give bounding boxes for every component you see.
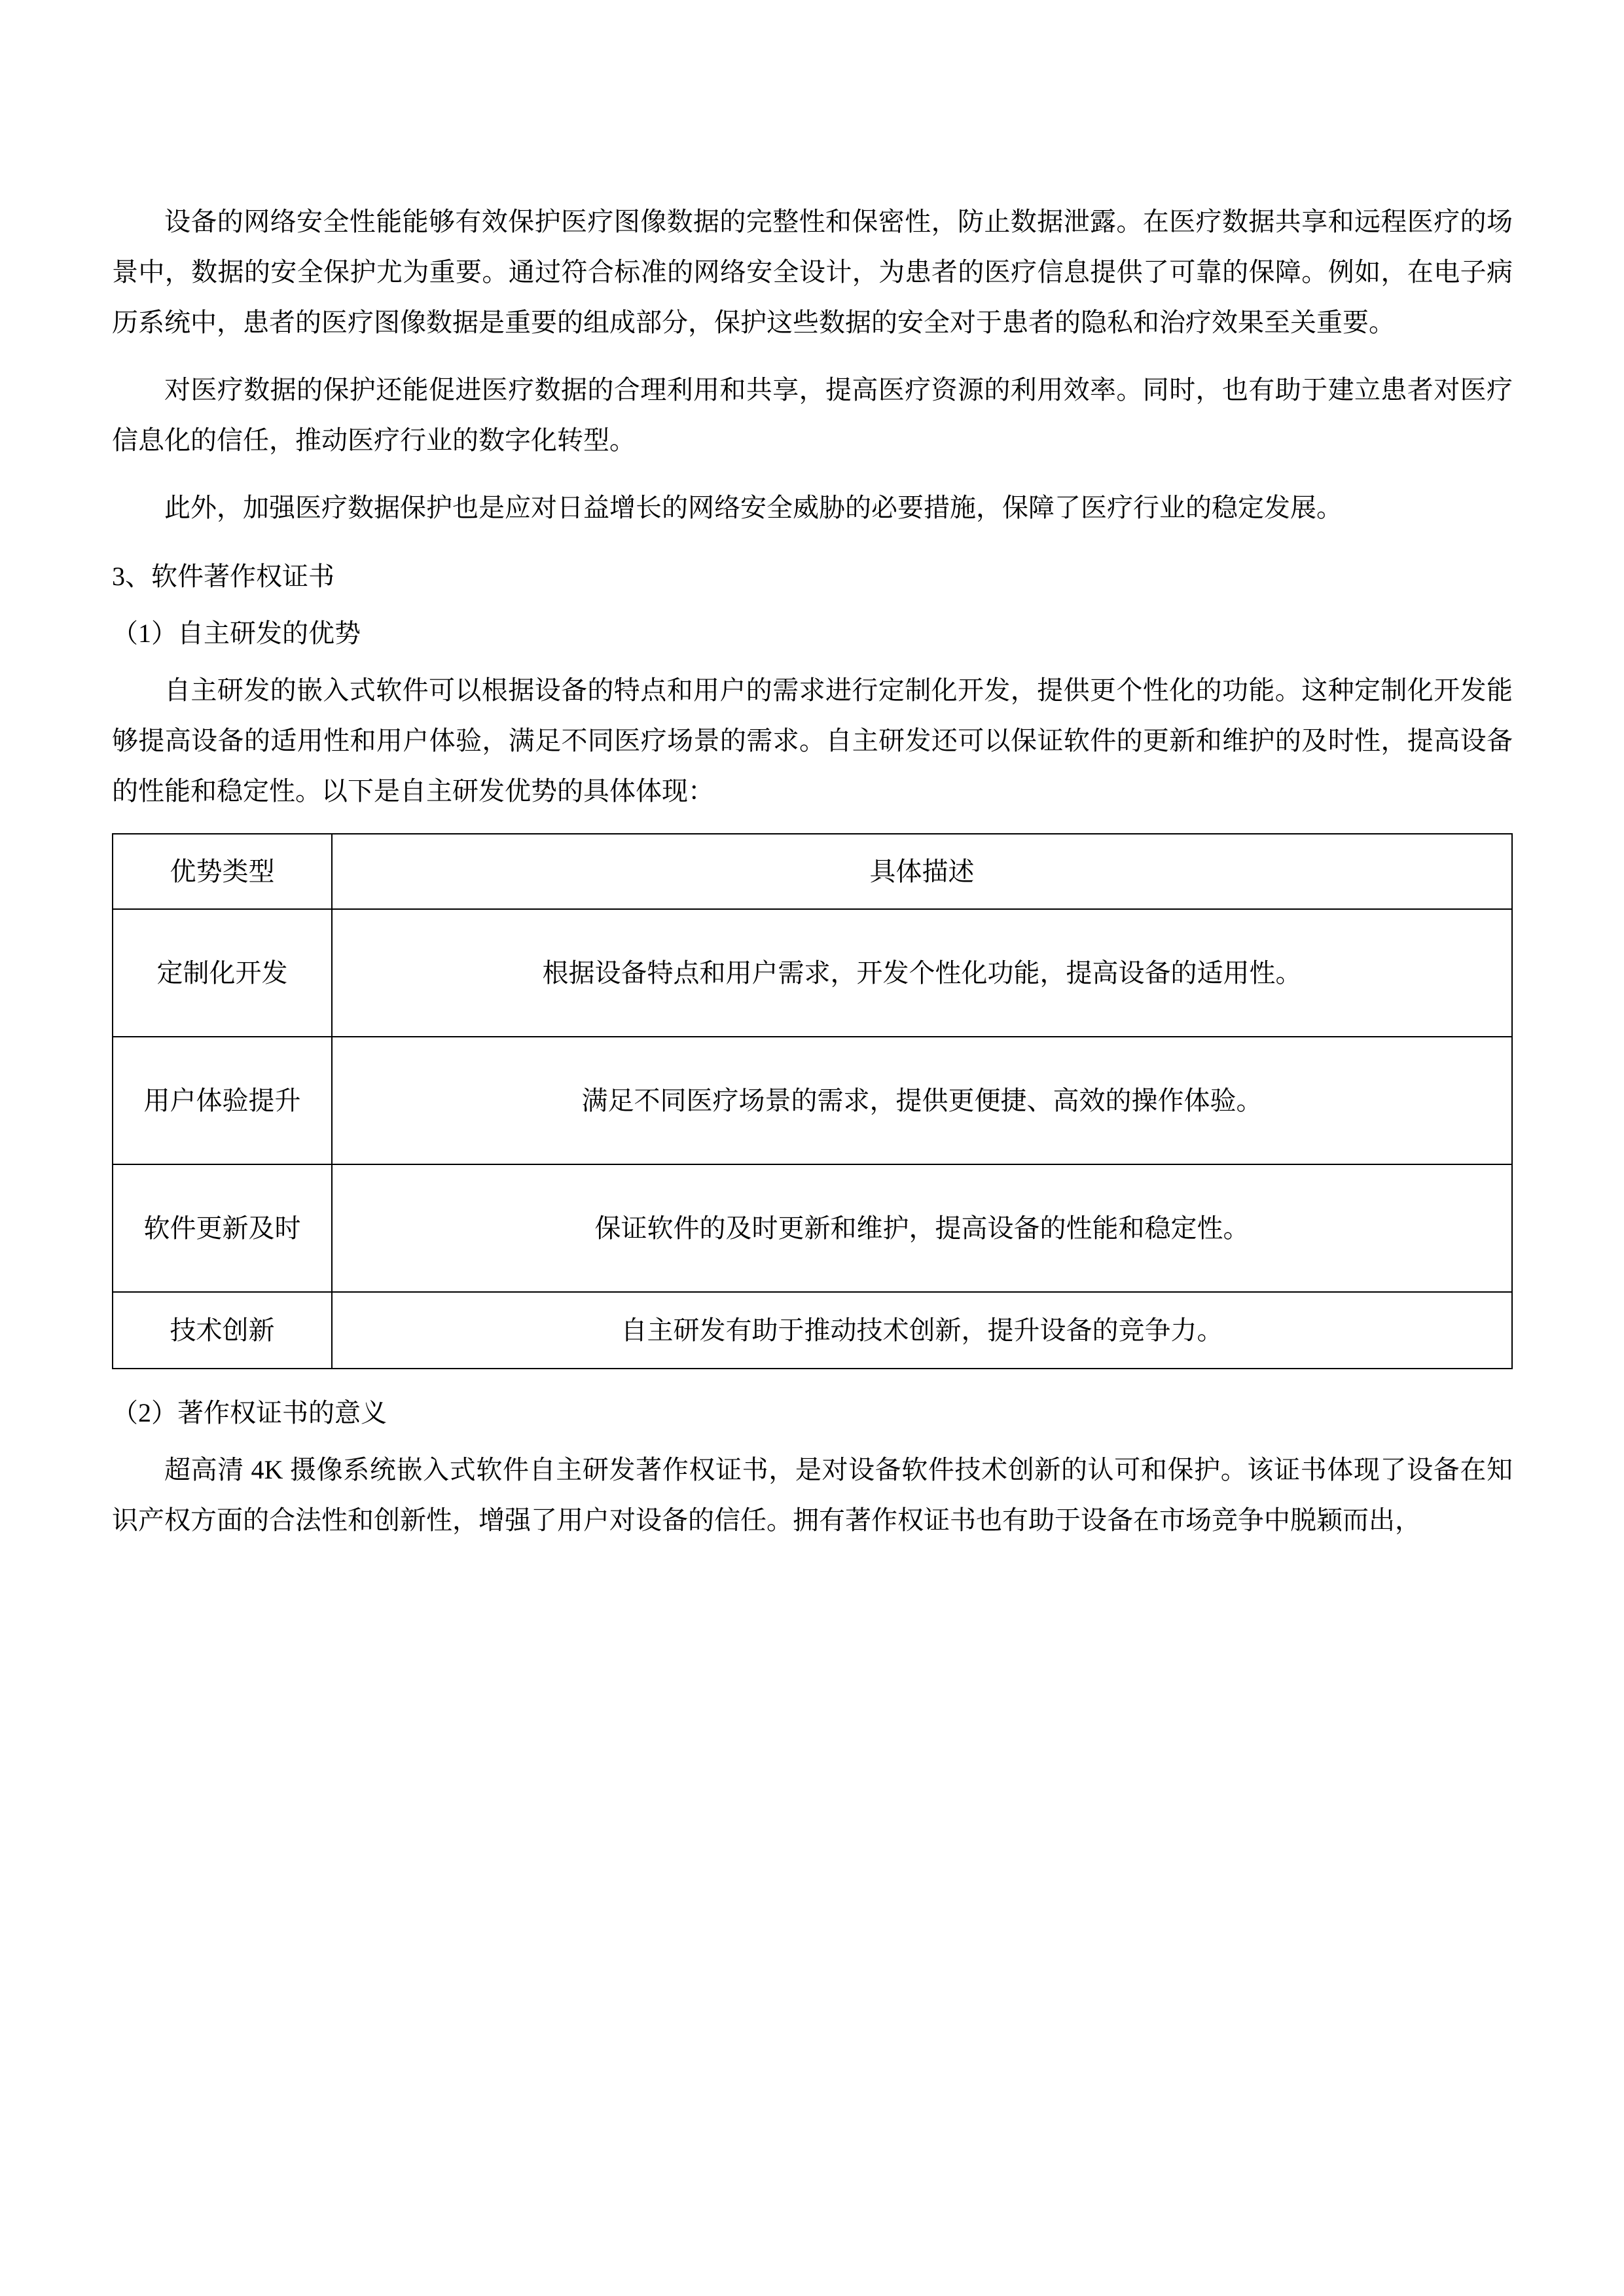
- table-row: [113, 1164, 1512, 1292]
- table-cell-type: 软件更新及时: [113, 1164, 332, 1292]
- table-cell-type: 用户体验提升: [113, 1037, 332, 1164]
- advantages-table: [112, 833, 1513, 1369]
- paragraph-self-rd: 自主研发的嵌入式软件可以根据设备的特点和用户的需求进行定制化开发，提供更个性化的功能。这种定制化开发能够提高设备的适用性和用户体验，满足不同医疗场景的需求。自主研发还可以保证软件的更新和维护的及时性，提高设备的性能和稳定性。以下是自主研发优势的具体体现：: [112, 675, 1513, 806]
- table-header-description: 具体描述: [332, 834, 1512, 909]
- table-cell-type: 定制化开发: [113, 909, 332, 1037]
- heading-software-copyright: 3、软件著作权证书: [112, 562, 334, 591]
- table-header-advantage-type: 优势类型: [113, 834, 332, 909]
- subheading-copyright-significance: （2）著作权证书的意义: [112, 1398, 387, 1427]
- table-cell-desc: 保证软件的及时更新和维护，提高设备的性能和稳定性。: [332, 1164, 1512, 1292]
- table-cell-desc: 满足不同医疗场景的需求，提供更便捷、高效的操作体验。: [332, 1037, 1512, 1164]
- table-cell-desc: 自主研发有助于推动技术创新，提升设备的竞争力。: [332, 1292, 1512, 1369]
- table-cell-desc: 根据设备特点和用户需求，开发个性化功能，提高设备的适用性。: [332, 909, 1512, 1037]
- table-cell-type: 技术创新: [113, 1292, 332, 1369]
- paragraph-network-security: 设备的网络安全性能能够有效保护医疗图像数据的完整性和保密性，防止数据泄露。在医疗数据共享和远程医疗的场景中，数据的安全保护尤为重要。通过符合标准的网络安全设计，为患者的医疗信息提供了可靠的保障。例如，在电子病历系统中，患者的医疗图像数据是重要的组成部分，保护这些数据的安全对于患者的隐私和治疗效果至关重要。: [112, 207, 1513, 337]
- subheading-self-rd-advantages: （1）自主研发的优势: [112, 619, 361, 648]
- paragraph-data-protection: 对医疗数据的保护还能促进医疗数据的合理利用和共享，提高医疗资源的利用效率。同时，也有助于建立患者对医疗信息化的信任，推动医疗行业的数字化转型。: [112, 375, 1513, 455]
- table-header-row: [113, 834, 1512, 909]
- table-row: [113, 1037, 1512, 1164]
- paragraph-copyright-certificate: 超高清 4K 摄像系统嵌入式软件自主研发著作权证书，是对设备软件技术创新的认可和保护。该证书体现了设备在知识产权方面的合法性和创新性，增强了用户对设备的信任。拥有著作权证书也有助于设备在市场竞争中脱颖而出，: [112, 1455, 1513, 1535]
- paragraph-threat-response: 此外，加强医疗数据保护也是应对日益增长的网络安全威胁的必要措施，保障了医疗行业的稳定发展。: [164, 493, 1343, 522]
- table-row: [113, 1292, 1512, 1369]
- table-row: [113, 909, 1512, 1037]
